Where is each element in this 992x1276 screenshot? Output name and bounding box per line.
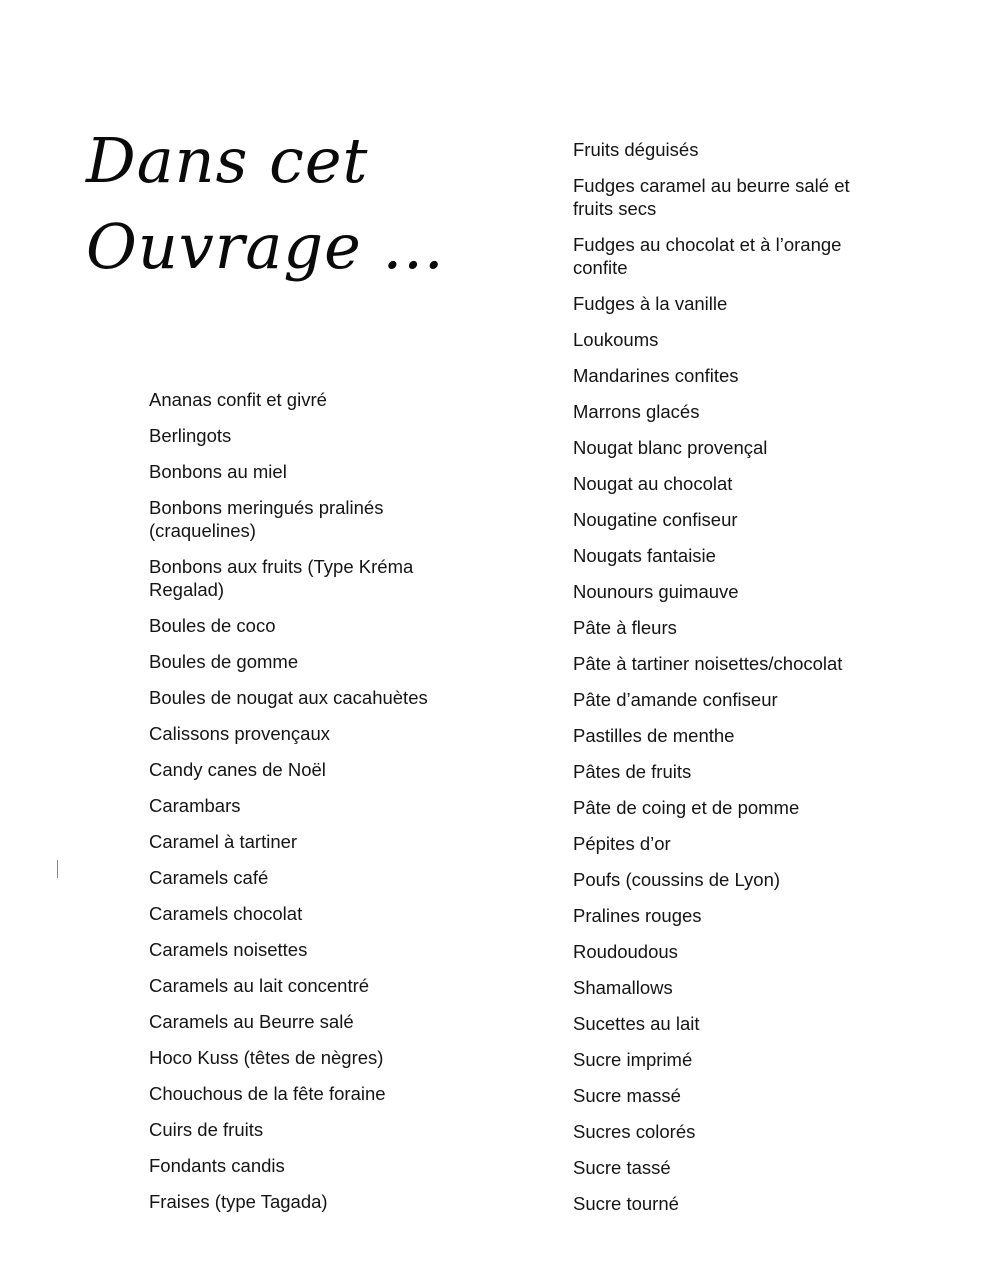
contents-list-right (573, 138, 873, 1228)
list-item: Calissons provençaux (149, 723, 330, 744)
list-item: Caramel à tartiner (149, 831, 298, 852)
list-item: Caramels au Beurre salé (149, 1011, 354, 1032)
list-item: Carambars (149, 795, 241, 816)
list-item: Caramels chocolat (149, 903, 303, 924)
page-title (86, 118, 506, 290)
list-item: Pastilles de menthe (573, 725, 735, 746)
title-line-1: Dans cet (86, 124, 369, 197)
list-item: Shamallows (573, 977, 673, 998)
list-item: Sucre tourné (573, 1193, 679, 1214)
list-item: Fudges caramel au beurre salé et fruits secs (573, 175, 850, 219)
list-item: Berlingots (149, 425, 232, 446)
list-item: Nounours guimauve (573, 581, 739, 602)
list-item: Boules de nougat aux cacahuètes (149, 687, 428, 708)
list-item: Sucre massé (573, 1085, 681, 1106)
list-item: Nougatine confiseur (573, 509, 738, 530)
list-item: Marrons glacés (573, 401, 700, 422)
list-item: Pralines rouges (573, 905, 702, 926)
contents-list-left (149, 388, 449, 1226)
list-item: Sucre imprimé (573, 1049, 693, 1070)
list-item: Nougat blanc provençal (573, 437, 768, 458)
list-item: Cuirs de fruits (149, 1119, 264, 1140)
list-item: Fraises (type Tagada) (149, 1191, 328, 1212)
list-item: Bonbons aux fruits (Type Kréma Regalad) (149, 556, 414, 600)
list-item: Boules de coco (149, 615, 276, 636)
title-line-2: Ouvrage ... (86, 210, 445, 283)
list-item: Fudges à la vanille (573, 293, 728, 314)
list-item: Ananas confit et givré (149, 389, 327, 410)
list-item: Bonbons au miel (149, 461, 287, 482)
list-item: Pâte à tartiner noisettes/chocolat (573, 653, 843, 674)
list-item: Fudges au chocolat et à l’orange confite (573, 234, 842, 278)
list-item: Caramels noisettes (149, 939, 308, 960)
list-item: Sucres colorés (573, 1121, 696, 1142)
list-item: Chouchous de la fête foraine (149, 1083, 386, 1104)
list-item: Boules de gomme (149, 651, 299, 672)
list-item: Hoco Kuss (têtes de nègres) (149, 1047, 384, 1068)
list-item: Caramels au lait concentré (149, 975, 370, 996)
list-item: Nougats fantaisie (573, 545, 716, 566)
list-item: Sucre tassé (573, 1157, 671, 1178)
list-item: Poufs (coussins de Lyon) (573, 869, 781, 890)
list-item: Nougat au chocolat (573, 473, 733, 494)
list-item: Roudoudous (573, 941, 678, 962)
list-item: Bonbons meringués pralinés (craquelines) (149, 497, 384, 541)
list-item: Loukoums (573, 329, 659, 350)
list-item: Pâte à fleurs (573, 617, 677, 638)
list-item: Pâtes de fruits (573, 761, 692, 782)
list-item: Pépites d’or (573, 833, 671, 854)
text-cursor-mark (57, 860, 58, 878)
list-item: Pâte de coing et de pomme (573, 797, 800, 818)
list-item: Sucettes au lait (573, 1013, 700, 1034)
list-item: Pâte d’amande confiseur (573, 689, 778, 710)
list-item: Caramels café (149, 867, 269, 888)
list-item: Mandarines confites (573, 365, 739, 386)
list-item: Fondants candis (149, 1155, 285, 1176)
list-item: Candy canes de Noël (149, 759, 326, 780)
list-item: Fruits déguisés (573, 139, 699, 160)
